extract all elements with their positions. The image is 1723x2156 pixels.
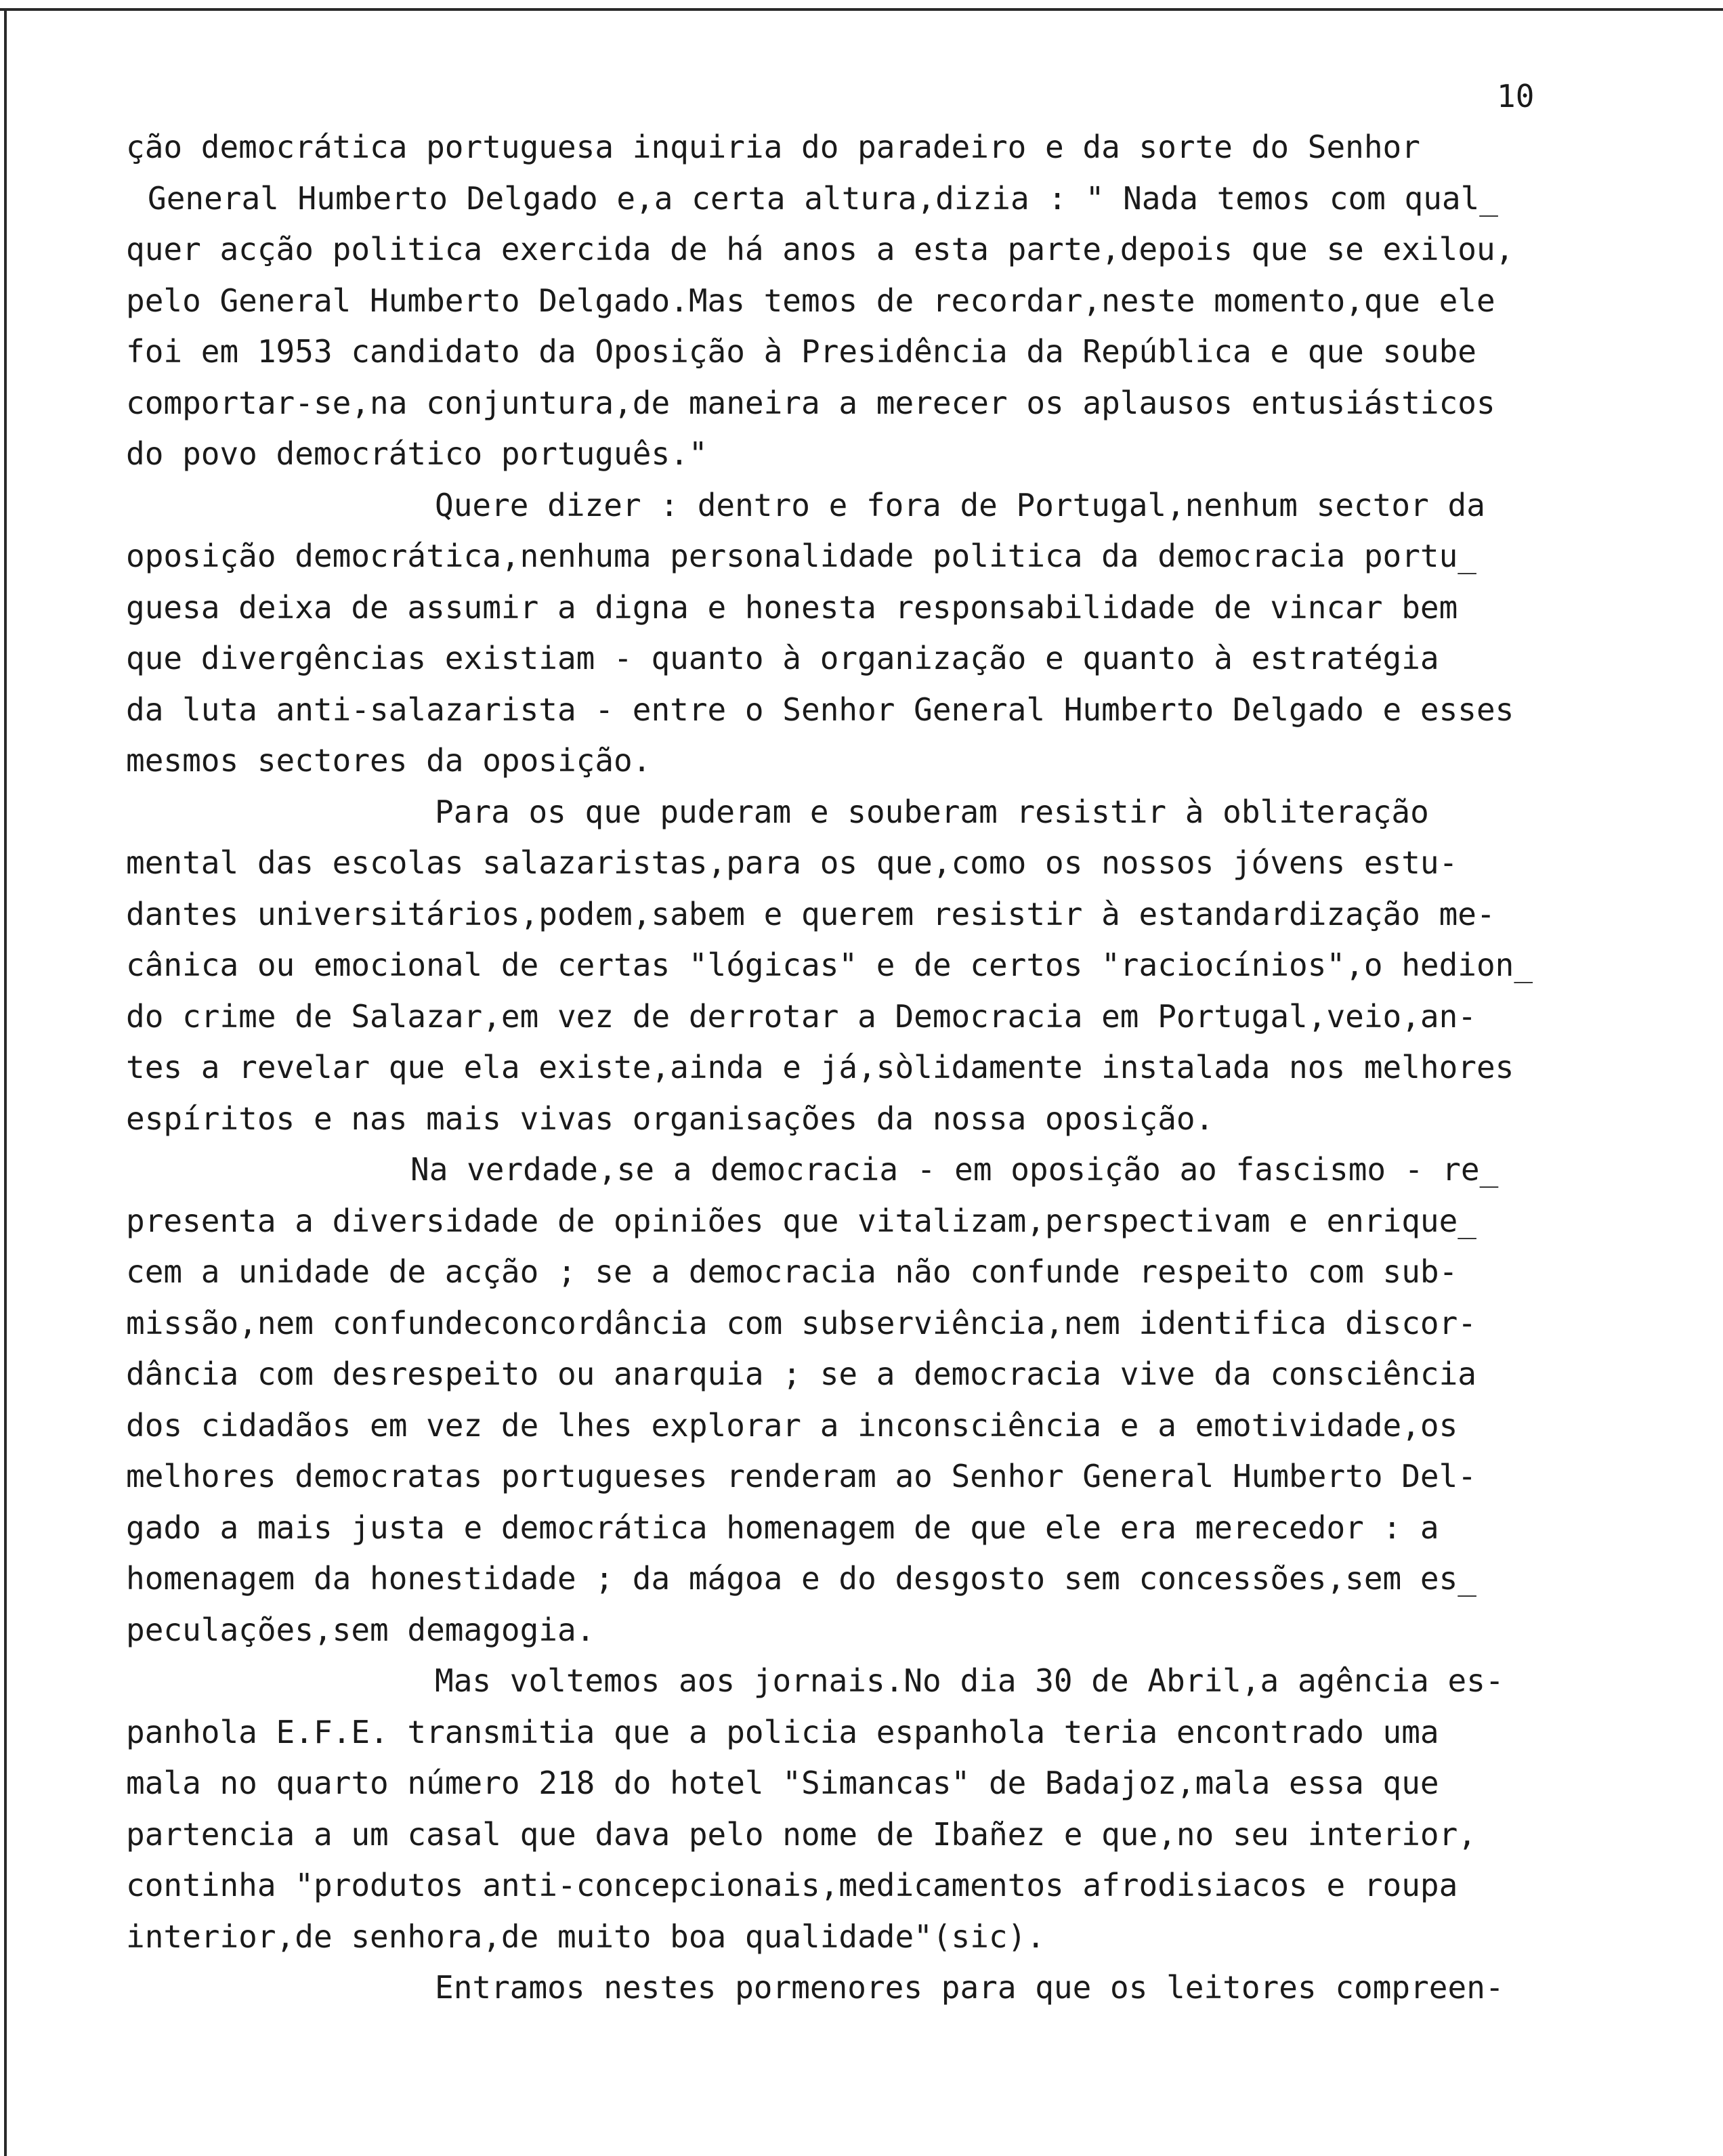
text-line: da luta anti-salazarista - entre o Senhor General Humberto Delgado e esses [126, 691, 1514, 728]
text-line: General Humberto Delgado e,a certa altura,dizia : " Nada temos com qual_ [148, 179, 1498, 217]
page-edge-left [4, 8, 7, 2156]
text-line: Entramos nestes pormenores para que os leitores compreen- [435, 1969, 1504, 2006]
text-line: mala no quarto número 218 do hotel "Simancas" de Badajoz,mala essa que [126, 1765, 1439, 1801]
text-line: ção democrática portuguesa inquiria do paradeiro e da sorte do Senhor [126, 129, 1420, 165]
page-edge-top [0, 8, 1723, 11]
text-line: dância com desrespeito ou anarquia ; se a democracia vive da consciência [126, 1356, 1476, 1392]
text-line: dos cidadãos em vez de lhes explorar a inconsciência e a emotividade,os [126, 1406, 1458, 1444]
text-line: melhores democratas portugueses renderam ao Senhor General Humberto Del- [126, 1458, 1476, 1494]
typewritten-text [126, 122, 1684, 2014]
text-line: interior,de senhora,de muito boa qualidade"(sic). [126, 1918, 1046, 1955]
text-line: Para os que puderam e souberam resistir à obliteração [435, 793, 1429, 830]
text-line: que divergências existiam - quanto à organização e quanto à estratégia [126, 640, 1439, 676]
page-number: 10 [1497, 78, 1535, 114]
text-line: cem a unidade de acção ; se a democracia não confunde respeito com sub- [126, 1253, 1458, 1290]
text-line: homenagem da honestidade ; da mágoa e do desgosto sem concessões,sem es_ [126, 1560, 1476, 1597]
text-line: peculações,sem demagogia. [126, 1611, 595, 1648]
text-line: do crime de Salazar,em vez de derrotar a Democracia em Portugal,veio,an- [126, 997, 1476, 1035]
text-line: quer acção politica exercida de há anos a esta parte,depois que se exilou, [126, 231, 1514, 267]
text-line: mesmos sectores da oposição. [126, 742, 652, 779]
text-line: foi em 1953 candidato da Oposição à Presidência da República e que soube [126, 333, 1476, 370]
text-line: dantes universitários,podem,sabem e querem resistir à estandardização me- [126, 895, 1495, 932]
text-line: cânica ou emocional de certas "lógicas" e de certos "raciocínios",o hedion_ [126, 947, 1533, 983]
text-line: espíritos e nas mais vivas organisações da nossa oposição. [126, 1100, 1214, 1137]
text-line: presenta a diversidade de opiniões que vitalizam,perspectivam e enrique_ [126, 1202, 1476, 1239]
text-line: panhola E.F.E. transmitia que a policia espanhola teria encontrado uma [126, 1713, 1439, 1750]
text-line: oposição democrática,nenhuma personalidade politica da democracia portu_ [126, 538, 1476, 574]
text-line: guesa deixa de assumir a digna e honesta responsabilidade de vincar bem [126, 588, 1458, 626]
text-line: Quere dizer : dentro e fora de Portugal,nenhum sector da [435, 486, 1485, 523]
text-line: comportar-se,na conjuntura,de maneira a merecer os aplausos entusiásticos [126, 384, 1495, 421]
text-line: gado a mais justa e democrática homenagem de que ele era merecedor : a [126, 1509, 1439, 1546]
text-line: partencia a um casal que dava pelo nome de Ibañez e que,no seu interior, [126, 1815, 1476, 1853]
text-line: do povo democrático português." [126, 435, 708, 472]
text-line: missão,nem confundeconcordância com subserviência,nem identifica discor- [126, 1304, 1476, 1341]
text-line: Na verdade,se a democracia - em oposição ao fascismo - re_ [410, 1151, 1499, 1188]
text-line: mental das escolas salazaristas,para os que,como os nossos jóvens estu- [126, 844, 1458, 881]
text-line: continha "produtos anti-concepcionais,medicamentos afrodisiacos e roupa [126, 1867, 1458, 1903]
text-line: pelo General Humberto Delgado.Mas temos de recordar,neste momento,que ele [126, 282, 1495, 319]
text-line: Mas voltemos aos jornais.No dia 30 de Abril,a agência es- [435, 1662, 1504, 1699]
text-line: tes a revelar que ela existe,ainda e já,sòlidamente instalada nos melhores [126, 1049, 1514, 1085]
